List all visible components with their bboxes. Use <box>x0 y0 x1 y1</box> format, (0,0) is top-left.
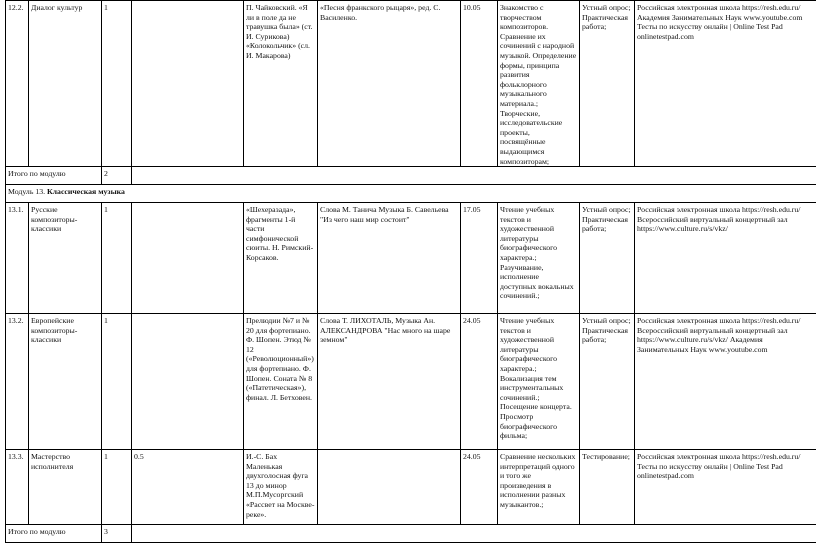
singing-cell <box>318 450 461 525</box>
table-row <box>6 1 816 167</box>
listening-cell: «Шехеразада», фрагменты 1-й части симфонической сюиты. Н. Римский-Корсаков. <box>244 203 318 314</box>
activity-cell: Сравнение нескольких интерпретаций одного и того же произведения в исполнении разных музыкантов.; <box>498 450 580 525</box>
total-hours: 2 <box>102 167 132 185</box>
table-row <box>6 450 816 525</box>
row-number: 13.1. <box>6 203 29 314</box>
date-cell: 17.05 <box>461 203 498 314</box>
activity-cell: Чтение учебных текстов и художественной литературы биографического характера.; Разучивание, исполнение доступных вокальных сочинений.; <box>498 203 580 314</box>
date-cell: 10.05 <box>461 1 498 167</box>
topic-cell: Европейские композиторы-классики <box>29 314 102 450</box>
resources-cell: Российская электронная школа https://resh.edu.ru/ Тесты по искусству онлайн | Online Test Pad onlinetestpad.com <box>635 450 816 525</box>
control-form-cell: Устный опрос; Практическая работа; <box>580 1 635 167</box>
module-name: Классическая музыка <box>47 187 125 197</box>
module-title <box>6 185 816 203</box>
hours-cell: 1 <box>102 314 132 450</box>
control-hours-cell <box>132 314 244 450</box>
resources-cell: Российская электронная школа https://resh.edu.ru/ Всероссийский виртуальный концертный зал https://www.culture.ru/s/vkz/ <box>635 203 816 314</box>
topic-cell: Русские композиторы-классики <box>29 203 102 314</box>
control-form-cell: Тестирование; <box>580 450 635 525</box>
listening-cell: П. Чайковский. «Я ли в поле да не травушка была» (ст. И. Сурикова) «Колокольчик» (сл. И. Макарова) <box>244 1 318 167</box>
control-form-cell: Устный опрос; Практическая работа; <box>580 203 635 314</box>
topic-cell: Диалог культур <box>29 1 102 167</box>
topic-cell: Мастерство исполнителя <box>29 450 102 525</box>
singing-cell: Слова Т. ЛИХОТАЛЬ, Музыка Ан. АЛЕКСАНДРОВА "Нас много на шаре земном" <box>318 314 461 450</box>
row-number: 13.3. <box>6 450 29 525</box>
control-hours-cell: 0.5 <box>132 450 244 525</box>
resources-cell: Российская электронная школа https://resh.edu.ru/ Всероссийский виртуальный концертный зал https://www.culture.ru/s/vkz/ Академия Занимательных Наук www.youtube.com <box>635 314 816 450</box>
activity-cell: Знакомство с творчеством композиторов. Сравнение их сочинений с народной музыкой. Определение формы, принципа развития фольклорного музыкального материала.; Творческие, исследовательские проекты, посвящённые выдающимся композиторам; <box>498 1 580 167</box>
row-number: 12.2. <box>6 1 29 167</box>
module-prefix: Модуль 13. <box>8 187 48 197</box>
hours-cell: 1 <box>102 203 132 314</box>
module-header-row <box>6 185 816 203</box>
table-row <box>6 314 816 450</box>
total-empty <box>132 525 816 543</box>
control-hours-cell <box>132 1 244 167</box>
listening-cell: И.-С. Бах Маленькая двухголосная фуга 13 до минор М.П.Мусоргский «Рассвет на Москве-реке». <box>244 450 318 525</box>
control-form-cell: Устный опрос; Практическая работа; <box>580 314 635 450</box>
table-row <box>6 203 816 314</box>
hours-cell: 1 <box>102 450 132 525</box>
hours-cell: 1 <box>102 1 132 167</box>
total-hours: 3 <box>102 525 132 543</box>
total-empty <box>132 167 816 185</box>
row-number: 13.2. <box>6 314 29 450</box>
curriculum-table <box>5 0 816 543</box>
singing-cell: «Песня франкского рыцаря», ред. С. Василенко. <box>318 1 461 167</box>
date-cell: 24.05 <box>461 450 498 525</box>
module-total-row <box>6 167 816 185</box>
activity-cell: Чтение учебных текстов и художественной литературы биографического характера.; Вокализация тем инструментальных сочинений.; Посещение концерта. Просмотр биографического фильма; <box>498 314 580 450</box>
singing-cell: Слова М. Танича Музыка Б. Савельева "Из чего наш мир состоит" <box>318 203 461 314</box>
resources-cell: Российская электронная школа https://resh.edu.ru/ Академия Занимательных Наук www.youtube.com Тесты по искусству онлайн | Online Test Pad onlinetestpad.com <box>635 1 816 167</box>
total-label: Итого по модулю <box>6 167 102 185</box>
date-cell: 24.05 <box>461 314 498 450</box>
module-total-row <box>6 525 816 543</box>
total-label: Итого по модулю <box>6 525 102 543</box>
control-hours-cell <box>132 203 244 314</box>
listening-cell: Прелюдии №7 и № 20 для фортепиано. Ф. Шопен. Этюд № 12 («Революционный») для фортепиано. Ф. Шопен. Соната № 8 («Патетическая»), финал. Л. Бетховен. <box>244 314 318 450</box>
